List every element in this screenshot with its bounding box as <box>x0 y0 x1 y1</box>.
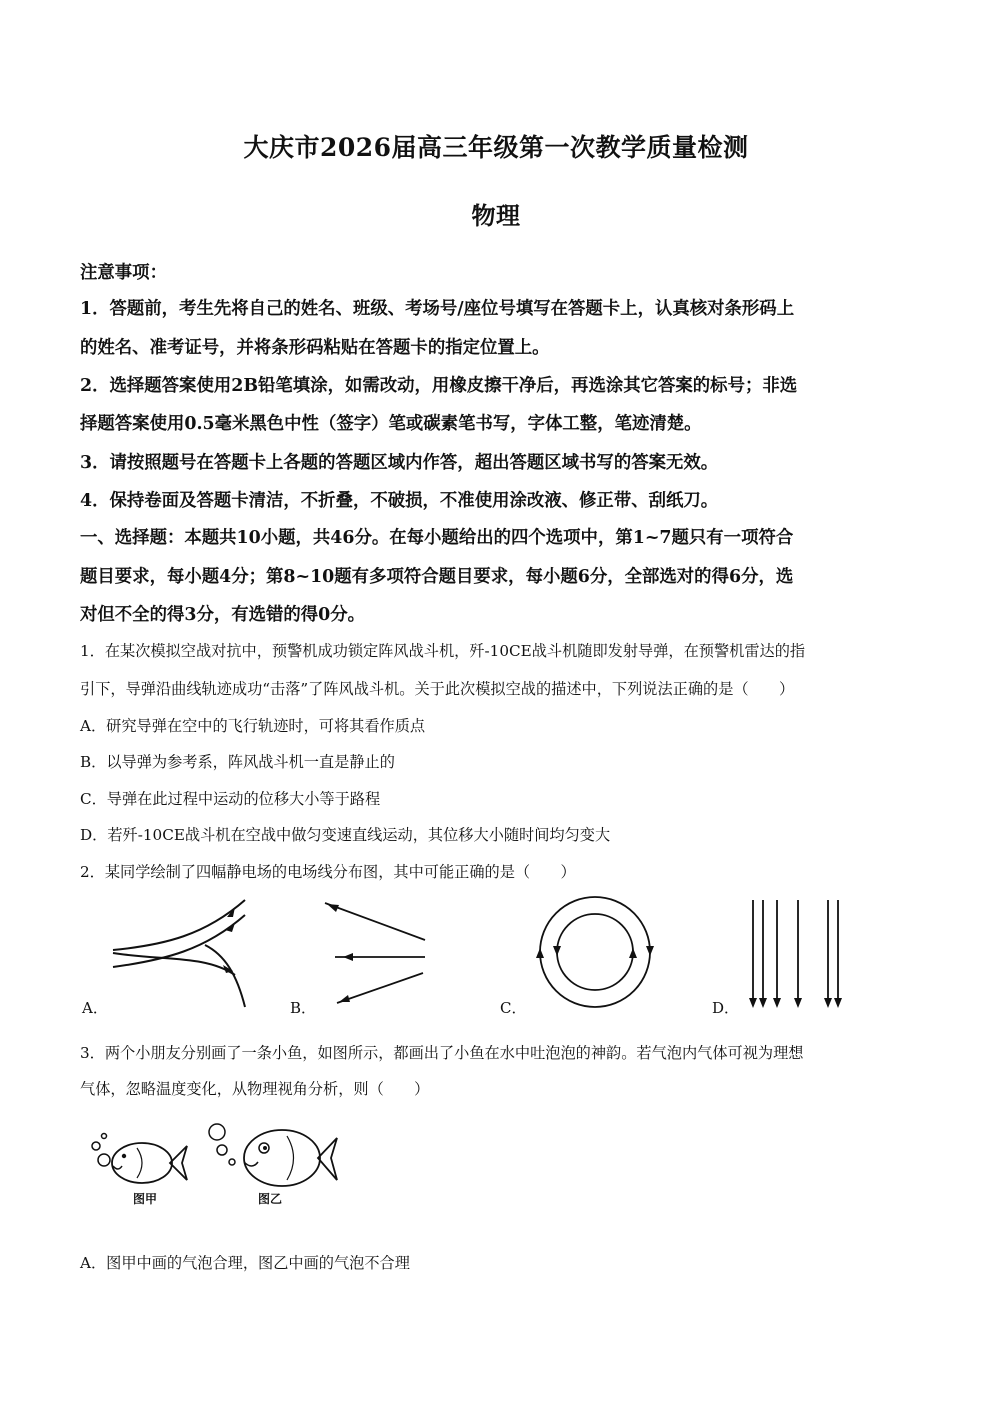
notice-line: 择题答案使用0.5毫米黑色中性（签字）笔或碳素笔书写，字体工整，笔迹清楚。 <box>80 414 702 434</box>
notice-line: 2．选择题答案使用2B铅笔填涂，如需改动，用橡皮擦干净后，再选涂其它答案的标号；非选 <box>80 376 798 396</box>
question-2-label-b: B． <box>290 999 317 1017</box>
question-1-option-d: D．若歼-10CE战斗机在空战中做匀变速直线运动，其位移大小随时间均匀变大 <box>80 826 611 844</box>
question-3-stem: 3．两个小朋友分别画了一条小鱼，如图所示，都画出了小鱼在水中吐泡泡的神韵。若气泡内气体可视为理想 <box>80 1044 804 1062</box>
question-2-stem: 2．某同学绘制了四幅静电场的电场线分布图，其中可能正确的是（ ） <box>80 863 576 881</box>
field-diagram-b <box>315 895 435 1010</box>
figure-label-jia: 图甲 <box>133 1192 158 1206</box>
question-1-stem: 1．在某次模拟空战对抗中，预警机成功锁定阵风战斗机，歼-10CE战斗机随即发射导弹，在预警机雷达的指 <box>80 642 806 660</box>
question-2-label-d: D． <box>712 999 740 1017</box>
field-diagram-d <box>745 898 855 1010</box>
notice-line: 4．保持卷面及答题卡清洁，不折叠，不破损，不准使用涂改液、修正带、刮纸刀。 <box>80 491 719 511</box>
question-3-option-a: A．图甲中画的气泡合理，图乙中画的气泡不合理 <box>80 1254 410 1272</box>
exam-title: 大庆市2026届高三年级第一次教学质量检测 <box>243 133 749 162</box>
section-instructions: 对但不全的得3分，有选错的得0分。 <box>80 605 366 625</box>
field-diagram-c <box>525 890 665 1015</box>
question-1-option-a: A．研究导弹在空中的飞行轨迹时，可将其看作质点 <box>80 717 426 735</box>
question-3-stem: 气体，忽略温度变化，从物理视角分析，则（ ） <box>80 1080 430 1098</box>
notice-line: 3．请按照题号在答题卡上各题的答题区域内作答，超出答题区域书写的答案无效。 <box>80 453 719 473</box>
figure-label-yi: 图乙 <box>258 1192 283 1206</box>
fish-figure <box>82 1118 342 1213</box>
question-1-option-b: B．以导弹为参考系，阵风战斗机一直是静止的 <box>80 753 395 771</box>
notice-heading: 注意事项： <box>80 263 167 283</box>
field-diagram-a <box>105 895 255 1010</box>
question-2-label-c: C． <box>500 999 527 1017</box>
notice-line: 的姓名、准考证号，并将条形码粘贴在答题卡的指定位置上。 <box>80 338 550 358</box>
question-1-stem: 引下，导弹沿曲线轨迹成功“击落”了阵风战斗机。关于此次模拟空战的描述中，下列说法正确的是（ ） <box>80 680 795 698</box>
question-2-label-a: A． <box>82 999 108 1017</box>
question-1-option-c: C．导弹在此过程中运动的位移大小等于路程 <box>80 790 381 808</box>
section-instructions: 题目要求，每小题4分；第8~10题有多项符合题目要求，每小题6分，全部选对的得6分，选 <box>80 567 794 587</box>
notice-line: 1．答题前，考生先将自己的姓名、班级、考场号/座位号填写在答题卡上，认真核对条形码上 <box>80 299 795 319</box>
subject-title: 物理 <box>471 201 521 230</box>
section-instructions: 一、选择题：本题共10小题，共46分。在每小题给出的四个选项中，第1~7题只有一项符合 <box>80 528 794 548</box>
